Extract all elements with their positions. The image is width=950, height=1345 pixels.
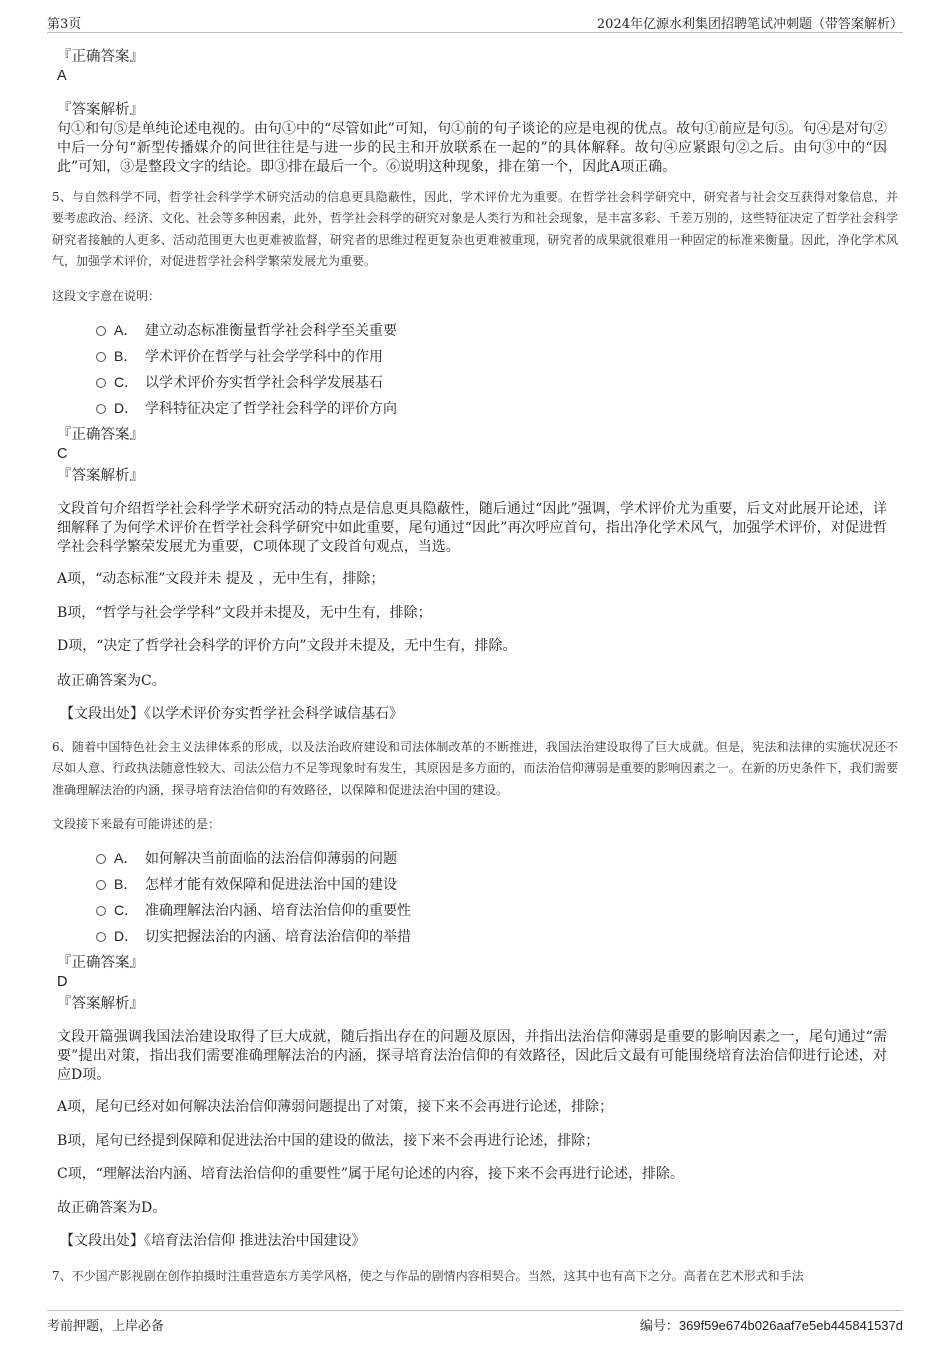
q5-conclusion: 故正确答案为C。 <box>57 673 166 689</box>
document-id-label: 编号： <box>639 1319 679 1334</box>
q5-explain-label: 『答案解析』 <box>57 468 144 484</box>
radio-icon[interactable] <box>96 378 106 388</box>
document-id <box>640 1315 903 1334</box>
q6-option-a[interactable]: A． 如何解决当前面临的法治信仰薄弱的问题 <box>96 849 397 869</box>
radio-icon[interactable] <box>96 906 106 916</box>
radio-icon[interactable] <box>96 880 106 890</box>
radio-icon[interactable] <box>96 352 106 362</box>
q5-option-b-analysis: B项，“哲学与社会学学科”文段并未提及，无中生有，排除； <box>57 605 432 621</box>
q4-answer: A <box>57 68 67 84</box>
q5-answer: C <box>57 446 68 462</box>
q5-option-b[interactable]: B． 学术评价在哲学与社会学学科中的作用 <box>96 347 383 367</box>
q6-option-d[interactable]: D． 切实把握法治的内涵、培育法治信仰的举措 <box>96 927 411 947</box>
q6-option-b[interactable]: B． 怎样才能有效保障和促进法治中国的建设 <box>96 875 397 895</box>
q5-option-c[interactable]: C． 以学术评价夯实哲学社会科学发展基石 <box>96 373 383 393</box>
document-title: 2024年亿源水利集团招聘笔试冲刺题（带答案解析） <box>596 17 903 32</box>
page-footer <box>47 1310 903 1335</box>
q5-answer-label: 『正确答案』 <box>57 427 144 443</box>
q5-option-a-analysis: A项，“动态标准”文段并未 提及 ，无中生有，排除； <box>57 571 385 587</box>
q6-answer: D <box>57 974 68 990</box>
q4-explanation: 句①和句⑤是单纯论述电视的。由句①中的“尽管如此”可知，句①前的句子谈论的应是电视的优点。故句①前应是句⑤。句④是对句②中后一分句“新型传播媒介的问世往往是与进一步的民主和开放联系在一起的”的具体解释。故句④应紧跟句②之后。由句③中的“因此”可知，③是整段文字的结论。即③排在最后一个。⑥说明这种现象，排在第一个，因此A项正确。 <box>57 121 887 175</box>
q6-option-b-analysis: B项，尾句已经提到保障和促进法治中国的建设的做法，接下来不会再进行论述，排除； <box>57 1133 600 1149</box>
q5-question: 5、与自然科学不同，哲学社会科学学术研究活动的信息更具隐蔽性，因此，学术评价尤为重要。在哲学社会科学研究中，研究者与社会交互获得对象信息，并要考虑政治、经济、文化、社会等多种因素，此外，哲学社会科学的研究对象是人类行为和社会现象，是丰富多彩、千差万别的，这些特征决定了哲学社会科学研究者接触的人更多、活动范围更大也更难被监督，研究者的思维过程更复杂也更难被重现，研究者的成果就很难用一种固定的标准来衡量。因此，净化学术风气，加强学术评价，对促进哲学社会科学繁荣发展尤为重要。 <box>52 190 898 269</box>
q6-conclusion: 故正确答案为D。 <box>57 1200 167 1216</box>
q6-option-c-analysis: C项，“理解法治内涵、培育法治信仰的重要性”属于尾句论述的内容，接下来不会再进行论述，排除。 <box>57 1166 685 1182</box>
q6-option-c[interactable]: C． 准确理解法治内涵、培育法治信仰的重要性 <box>96 901 411 921</box>
q4-explain-label: 『答案解析』 <box>57 102 144 118</box>
q5-prompt: 这段文字意在说明： <box>52 289 161 303</box>
q5-option-d-analysis: D项，“决定了哲学社会科学的评价方向”文段并未提及，无中生有，排除。 <box>57 638 517 654</box>
footer-slogan: 考前押题，上岸必备 <box>47 1319 165 1334</box>
q6-prompt: 文段接下来最有可能讲述的是： <box>52 817 221 831</box>
radio-icon[interactable] <box>96 326 106 336</box>
q5-option-d[interactable]: D． 学科特征决定了哲学社会科学的评价方向 <box>96 399 397 419</box>
q4-answer-label: 『正确答案』 <box>57 49 144 65</box>
radio-icon[interactable] <box>96 932 106 942</box>
radio-icon[interactable] <box>96 404 106 414</box>
page-header <box>47 10 903 33</box>
radio-icon[interactable] <box>96 854 106 864</box>
q6-option-a-analysis: A项，尾句已经对如何解决法治信仰薄弱问题提出了对策，接下来不会再进行论述，排除； <box>57 1099 614 1115</box>
q6-question: 6、随着中国特色社会主义法律体系的形成，以及法治政府建设和司法体制改革的不断推进，我国法治建设取得了巨大成就。但是，宪法和法律的实施状况还不尽如人意、行政执法随意性较大、司法公信力不足等现象时有发生，其原因是多方面的，而法治信仰薄弱是重要的影响因素之一。在新的历史条件下，我们需要准确理解法治的内涵，探寻培育法治信仰的有效路径，以保障和促进法治中国的建设。 <box>52 740 898 797</box>
q7-question: 7、不少国产影视剧在创作拍摄时注重营造东方美学风格，使之与作品的剧情内容相契合。当然，这其中也有高下之分。高者在艺术形式和手法 <box>52 1269 804 1283</box>
page-number: 第3页 <box>47 17 82 32</box>
document-id-value: 369f59e674b026aaf7e5eb445841537d <box>678 1318 903 1333</box>
q5-explanation: 文段首句介绍哲学社会科学学术研究活动的特点是信息更具隐蔽性，随后通过“因此”强调，学术评价尤为重要，后文对此展开论述，详细解释了为何学术评价在哲学社会科学研究中如此重要，尾句通过“因此”再次呼应首句，指出净化学术风气，加强学术评价，对促进哲学社会科学繁荣发展尤为重要，C项体现了文段首句观点，当选。 <box>57 501 887 555</box>
q6-source: 【文段出处】《培育法治信仰 推进法治中国建设》 <box>60 1233 366 1249</box>
q5-source: 【文段出处】《以学术评价夯实哲学社会科学诚信基石》 <box>60 706 403 722</box>
q5-option-a[interactable]: A． 建立动态标准衡量哲学社会科学至关重要 <box>96 321 397 341</box>
q6-answer-label: 『正确答案』 <box>57 955 144 971</box>
q6-explanation: 文段开篇强调我国法治建设取得了巨大成就，随后指出存在的问题及原因，并指出法治信仰薄弱是重要的影响因素之一，尾句通过“需要”提出对策，指出我们需要准确理解法治的内涵，探寻培育法治信仰的有效路径，因此后文最有可能围绕培育法治信仰进行论述，对应D项。 <box>57 1029 887 1083</box>
q6-explain-label: 『答案解析』 <box>57 996 144 1012</box>
